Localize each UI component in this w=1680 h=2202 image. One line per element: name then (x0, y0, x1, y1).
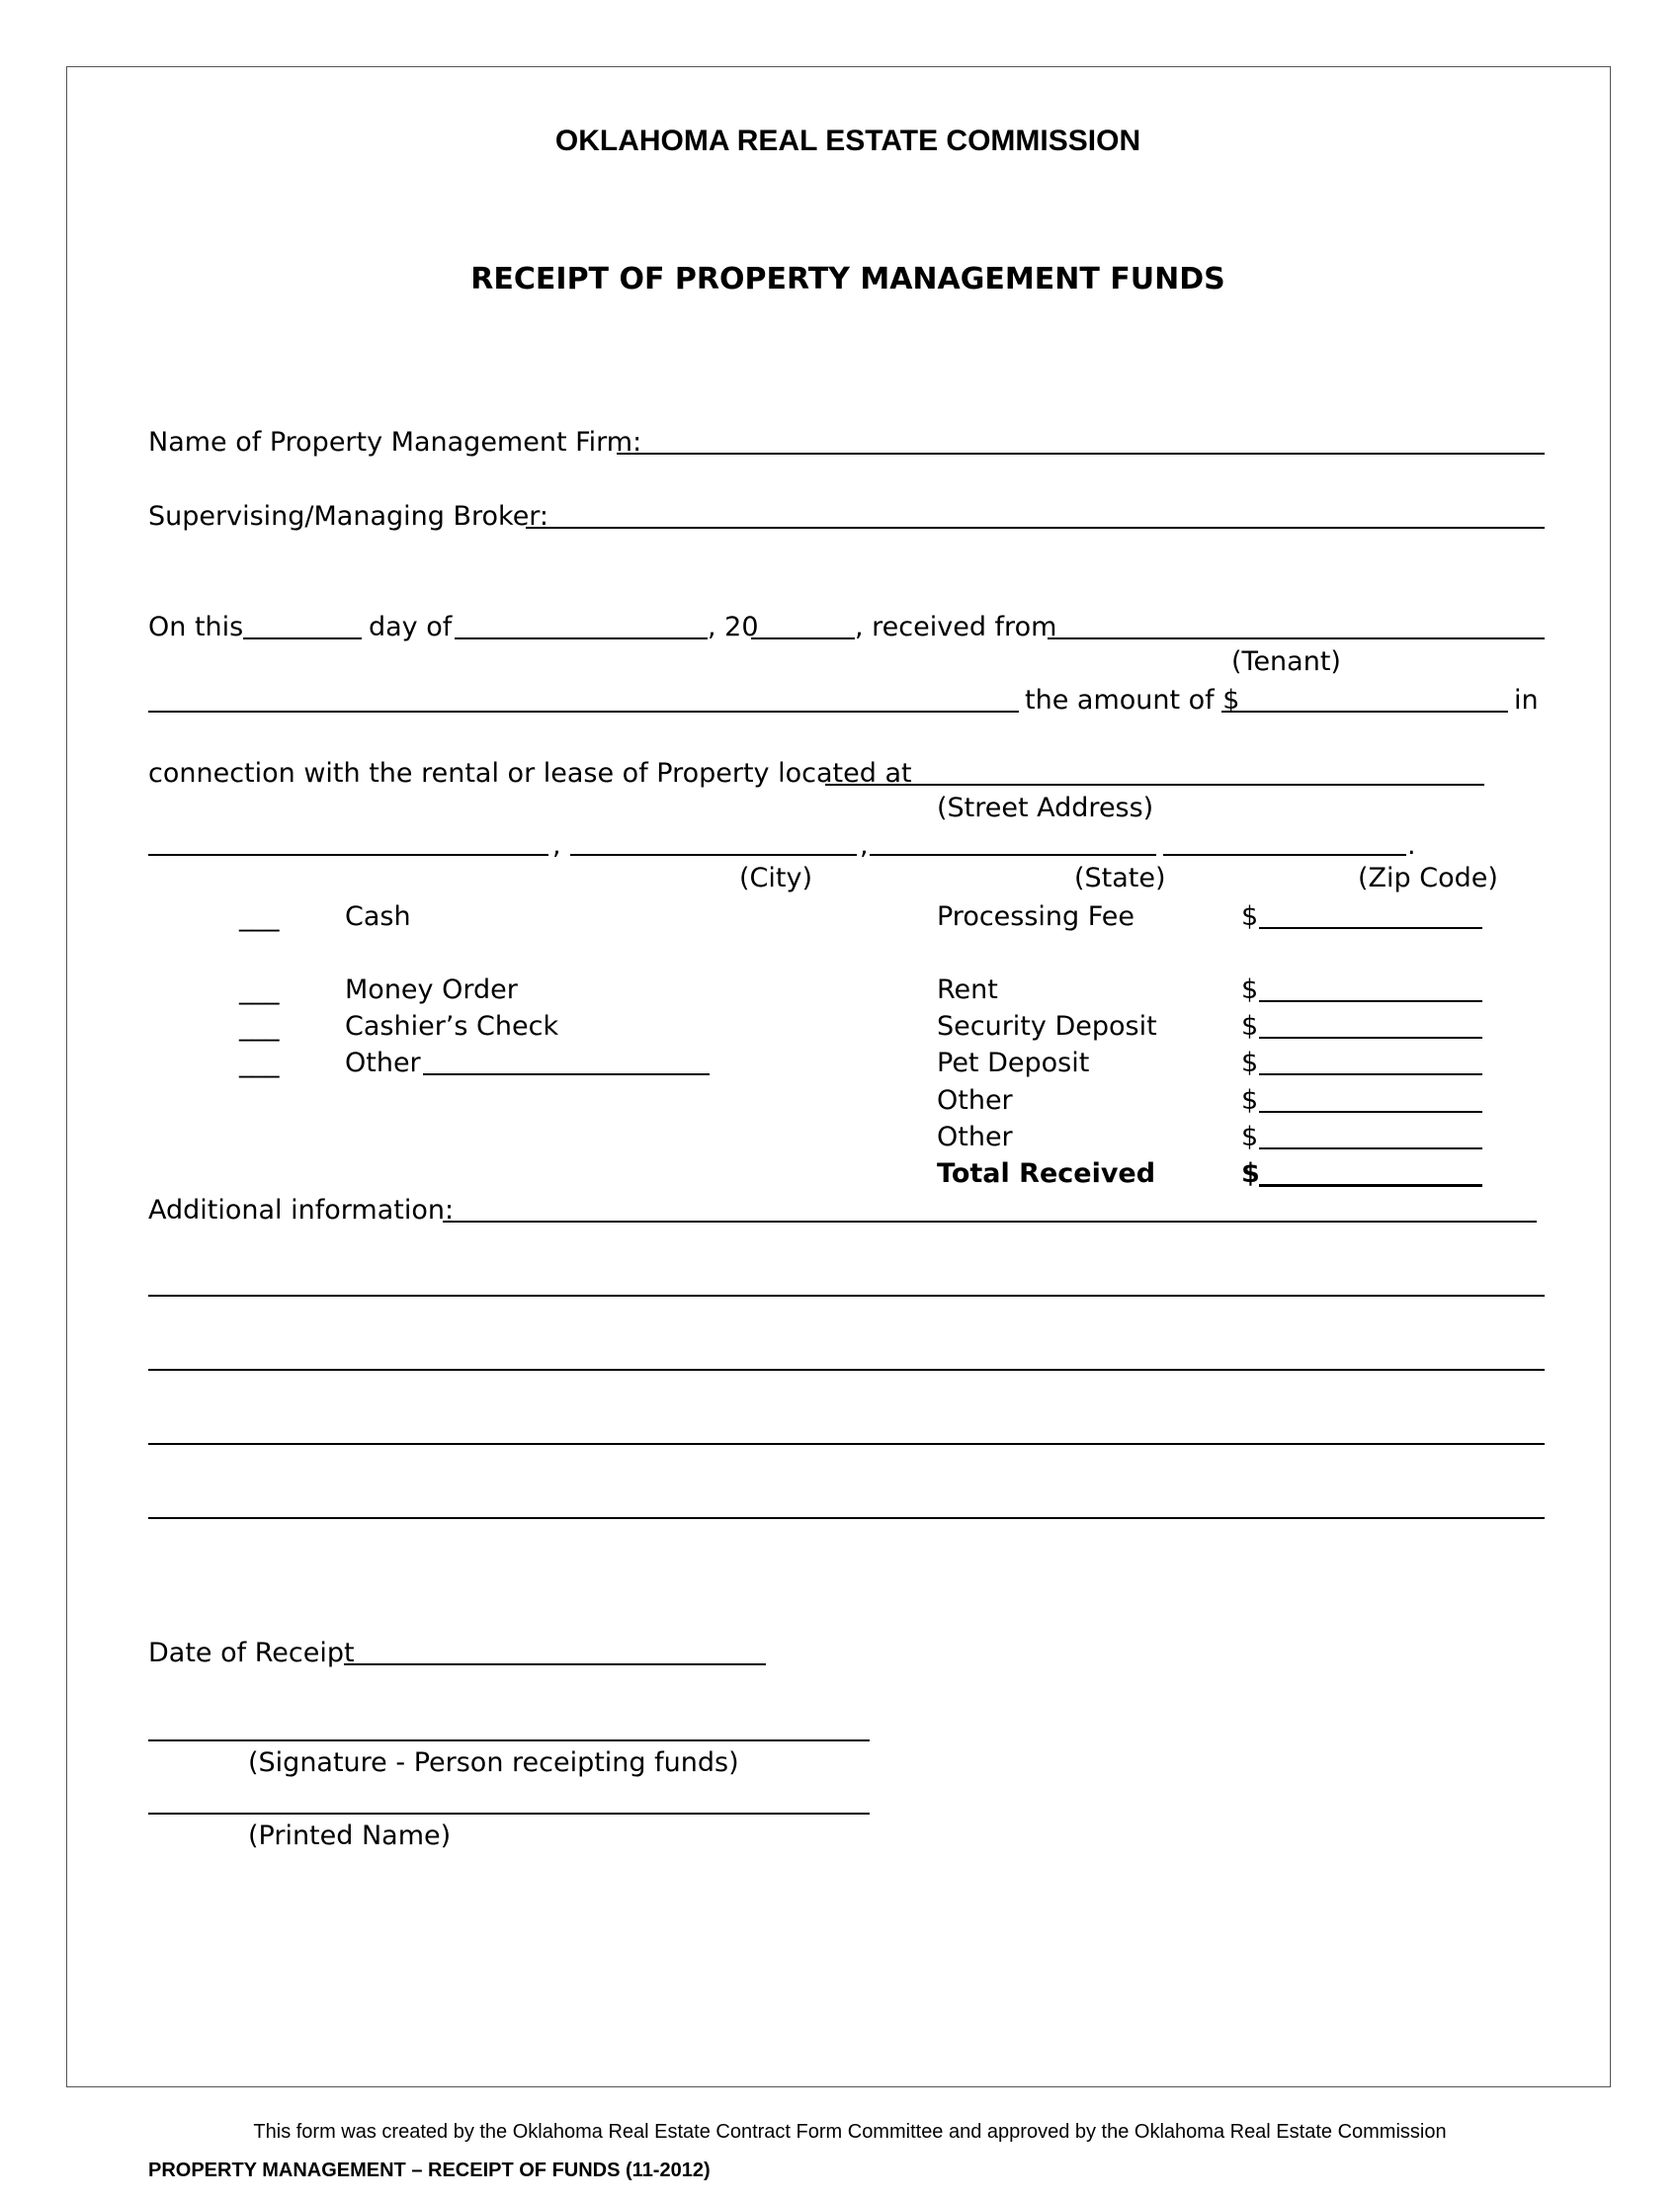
zip-period: . (1407, 830, 1416, 861)
zip-field[interactable] (1163, 854, 1406, 856)
street-address-caption: (Street Address) (937, 793, 1154, 823)
fee-field-other-1[interactable] (1259, 1111, 1482, 1113)
fee-currency-pet-deposit: $ (1241, 1048, 1259, 1078)
additional-info-field-3[interactable] (148, 1369, 1545, 1371)
fee-field-rent[interactable] (1259, 1000, 1482, 1002)
zip-field-a[interactable] (870, 854, 1156, 856)
additional-info-field-5[interactable] (148, 1517, 1545, 1519)
fee-field-security-deposit[interactable] (1259, 1037, 1482, 1039)
form-title: RECEIPT OF PROPERTY MANAGEMENT FUNDS (470, 262, 1225, 296)
additional-info-field-1[interactable] (443, 1221, 1537, 1223)
fee-field-total[interactable] (1259, 1184, 1482, 1187)
in-label: in (1514, 685, 1539, 716)
date-of-receipt-label: Date of Receipt (148, 1638, 355, 1668)
additional-info-field-2[interactable] (148, 1295, 1545, 1297)
payment-blank-cash[interactable]: ___ (239, 901, 280, 932)
state-caption: (State) (1074, 863, 1166, 893)
street-address-field[interactable] (825, 784, 1484, 786)
fee-field-other-2[interactable] (1259, 1147, 1482, 1149)
fee-label-total: Total Received (937, 1158, 1156, 1189)
fee-label-security-deposit: Security Deposit (937, 1011, 1157, 1042)
state-comma: , (860, 830, 869, 861)
fee-currency-other-2: $ (1241, 1122, 1259, 1152)
city-comma: , (552, 830, 561, 861)
fee-currency-other-1: $ (1241, 1085, 1259, 1116)
footer-form-id: PROPERTY MANAGEMENT – RECEIPT OF FUNDS (11-2012) (148, 2160, 711, 2181)
tenant-field[interactable] (1048, 637, 1545, 639)
year-prefix-label: , 20 (708, 612, 759, 642)
footer-approval-text: This form was created by the Oklahoma Real Estate Contract Form Committee and approved by the Oklahoma Real Estate Commission (253, 2121, 1447, 2143)
payment-label-money-order: Money Order (345, 974, 518, 1005)
printed-name-caption: (Printed Name) (248, 1821, 452, 1851)
year-field[interactable] (751, 637, 855, 639)
fee-field-pet-deposit[interactable] (1259, 1073, 1482, 1075)
commission-heading: OKLAHOMA REAL ESTATE COMMISSION (554, 125, 1141, 157)
city-field[interactable] (148, 854, 548, 856)
city-caption: (City) (739, 863, 812, 893)
day-of-label: day of (369, 612, 453, 642)
fee-currency-rent: $ (1241, 974, 1259, 1005)
fee-currency-security-deposit: $ (1241, 1011, 1259, 1042)
amount-of-label: the amount of $ (1025, 685, 1240, 716)
firm-name-field[interactable] (617, 453, 1545, 455)
broker-name-field[interactable] (526, 527, 1545, 529)
payment-blank-other[interactable]: ___ (239, 1048, 280, 1078)
connection-label: connection with the rental or lease of Property located at (148, 758, 912, 789)
payment-blank-cashiers-check[interactable]: ___ (239, 1011, 280, 1042)
payment-other-field[interactable] (423, 1073, 710, 1075)
payment-label-cashiers-check: Cashier’s Check (345, 1011, 559, 1042)
fee-currency-processing: $ (1241, 901, 1259, 932)
additional-info-field-4[interactable] (148, 1443, 1545, 1445)
day-field[interactable] (243, 637, 362, 639)
tenant-name-continued-field[interactable] (148, 711, 1019, 713)
printed-name-field[interactable] (148, 1813, 870, 1815)
fee-label-other-1: Other (937, 1085, 1013, 1116)
signature-field[interactable] (148, 1739, 870, 1741)
state-field[interactable] (570, 854, 857, 856)
payment-label-other: Other (345, 1048, 421, 1078)
fee-currency-total: $ (1241, 1158, 1260, 1189)
on-this-label: On this (148, 612, 244, 642)
signature-caption: (Signature - Person receipting funds) (248, 1747, 739, 1778)
payment-label-cash: Cash (345, 901, 411, 932)
amount-field[interactable] (1221, 711, 1508, 713)
received-from-label: , received from (855, 612, 1057, 642)
broker-label: Supervising/Managing Broker: (148, 501, 549, 532)
additional-info-label: Additional information: (148, 1195, 455, 1226)
tenant-caption: (Tenant) (1231, 646, 1341, 677)
payment-blank-money-order[interactable]: ___ (239, 974, 280, 1005)
date-of-receipt-field[interactable] (344, 1663, 766, 1665)
month-field[interactable] (455, 637, 708, 639)
fee-label-rent: Rent (937, 974, 998, 1005)
fee-field-processing[interactable] (1259, 927, 1482, 929)
fee-label-pet-deposit: Pet Deposit (937, 1048, 1090, 1078)
fee-label-processing: Processing Fee (937, 901, 1135, 932)
firm-label: Name of Property Management Firm: (148, 427, 642, 458)
zip-caption: (Zip Code) (1358, 863, 1498, 893)
fee-label-other-2: Other (937, 1122, 1013, 1152)
form-border (66, 66, 1611, 2087)
